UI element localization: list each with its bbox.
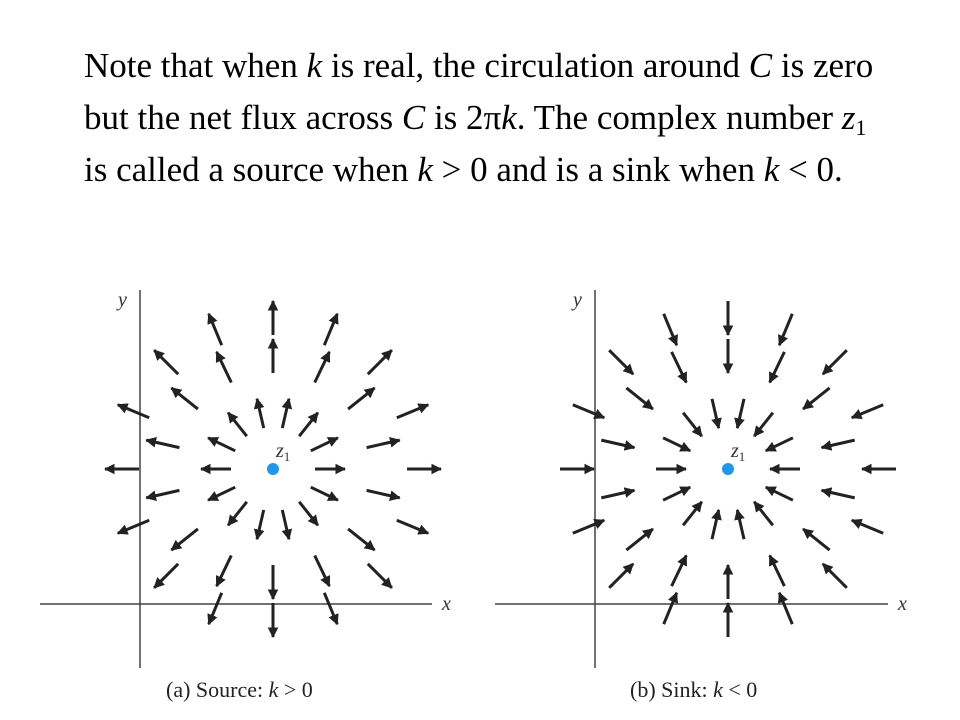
field-arrow [228,413,247,437]
text-run: is zero but the net flux across [84,46,874,137]
x-axis-label: x [898,593,907,615]
field-arrow [822,490,855,498]
field-arrow [663,438,690,451]
field-arrow [209,314,222,345]
text-run: > 0 and is a sink when [432,150,764,189]
field-arrow [754,502,773,526]
y-axis-label: y [573,289,582,311]
field-arrow [311,438,338,451]
field-arrow [626,529,653,550]
field-arrow [146,490,179,498]
field-arrow [228,502,247,526]
math-var-k: k [501,98,517,137]
field-arrow [154,564,178,588]
caption-sink: (b) Sink: k < 0 [630,677,758,702]
math-subscript: 1 [855,115,867,140]
field-arrow [601,490,634,498]
field-arrow [171,529,198,550]
field-arrow [754,413,773,437]
field-arrow [737,399,744,428]
field-arrow [573,405,604,418]
x-axis-label: x [442,593,451,615]
field-arrow [766,487,793,500]
field-arrow [626,388,653,409]
field-arrow [712,510,719,539]
field-arrow [257,399,264,428]
field-arrow [573,520,604,533]
math-var-k: k [763,150,780,189]
field-arrow [397,405,428,418]
field-arrow [823,350,847,374]
field-arrow [770,352,785,383]
math-var-c: C [401,98,426,137]
source-panel [40,289,451,702]
field-arrow [672,556,687,587]
field-arrow [348,529,375,550]
math-var-z: z [841,98,856,137]
field-arrow [367,490,400,498]
field-arrow [154,350,178,374]
field-arrow [609,350,633,374]
field-arrow [282,399,289,428]
field-arrow [208,438,235,451]
field-arrow [315,556,330,587]
field-arrow [664,314,677,345]
text-run: is 2 [425,98,484,137]
point-label: $z_1$ [276,440,291,464]
point-z1 [722,463,734,475]
field-arrow [208,487,235,500]
math-var-k: k [306,46,323,85]
field-arrow [822,440,855,448]
field-arrow [146,440,179,448]
text-run: is called a source when [84,150,418,189]
field-arrow [770,556,785,587]
field-arrow [368,564,392,588]
field-arrow [766,438,793,451]
field-arrow [779,314,792,345]
field-arrow [601,440,634,448]
field-arrow [257,510,264,539]
sink-panel [495,289,907,702]
text-run: . The complex number [516,98,842,137]
y-axis-label: y [118,289,127,311]
field-arrow [324,593,337,624]
field-arrow [118,520,149,533]
field-arrow [683,413,702,437]
caption-source: (a) Source: k > 0 [166,677,313,702]
field-arrow [852,520,883,533]
field-arrow [663,487,690,500]
field-arrow [664,593,677,624]
field-arrow [348,388,375,409]
field-arrow [368,350,392,374]
field-arrow [315,352,330,383]
field-arrow [803,388,830,409]
field-arrow [217,556,232,587]
point-z1 [267,463,279,475]
field-arrow [367,440,400,448]
field-arrow [823,564,847,588]
text-run: Note that when [84,46,307,85]
text-run: is real, the circulation around [322,46,749,85]
field-arrow [683,502,702,526]
field-arrow [737,510,744,539]
field-arrow [171,388,198,409]
field-arrow [712,399,719,428]
field-arrow [609,564,633,588]
field-arrow [118,405,149,418]
field-arrow [209,593,222,624]
field-arrow [282,510,289,539]
field-arrow [672,352,687,383]
field-arrow [311,487,338,500]
field-arrow [324,314,337,345]
field-arrow [397,520,428,533]
field-arrow [852,405,883,418]
point-label: $z_1$ [731,440,746,464]
field-arrow [299,502,318,526]
math-var-k: k [417,150,433,189]
field-arrow [779,593,792,624]
math-var-c: C [748,46,773,85]
text-run: < 0. [779,150,843,189]
math-pi: π [483,98,502,137]
field-arrow [217,352,232,383]
field-arrow [803,529,830,550]
field-arrow [299,413,318,437]
